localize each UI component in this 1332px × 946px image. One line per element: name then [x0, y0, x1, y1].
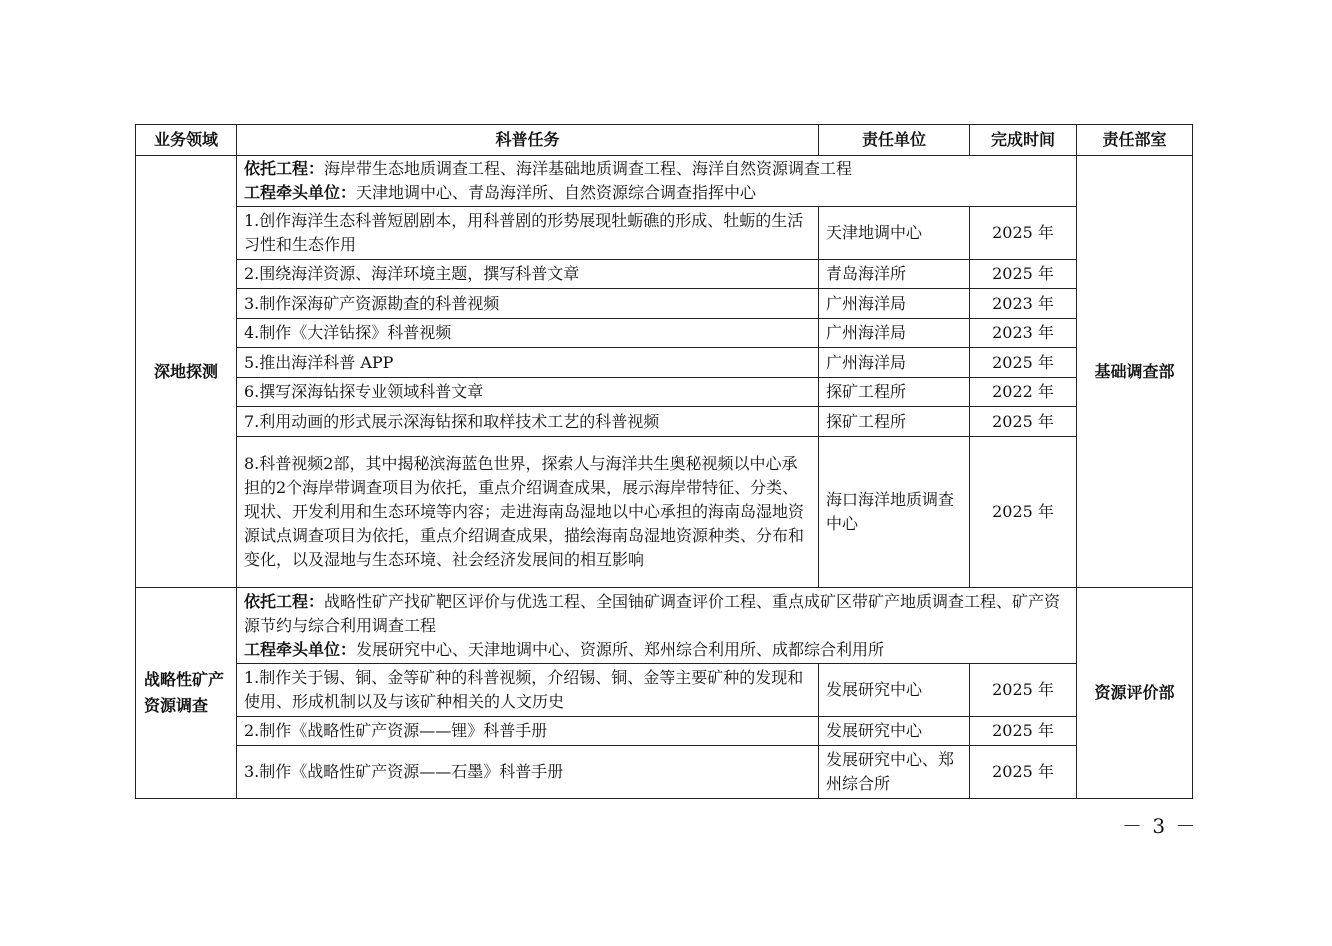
table-row [136, 746, 1193, 799]
task-cell: 5.推出海洋科普 APP [237, 348, 819, 378]
unit-cell: 天津地调中心 [819, 207, 970, 260]
header-time: 完成时间 [970, 125, 1077, 156]
unit-cell: 广州海洋局 [819, 319, 970, 348]
task-cell: 1.制作关于锡、铜、金等矿种的科普视频，介绍锡、铜、金等主要矿种的发现和使用、形成机制以及与该矿种相关的人文历史 [237, 664, 819, 717]
task-cell: 7.利用动画的形式展示深海钻探和取样技术工艺的科普视频 [237, 407, 819, 437]
task-cell: 3.制作深海矿产资源勘查的科普视频 [237, 289, 819, 319]
time-cell: 2023 年 [970, 319, 1077, 348]
section-row [136, 156, 1193, 207]
unit-cell: 海口海洋地质调查中心 [819, 437, 970, 588]
header-dept: 责任部室 [1077, 125, 1193, 156]
table-row [136, 260, 1193, 289]
task-cell: 6.撰写深海钻探专业领域科普文章 [237, 378, 819, 407]
table-row [136, 319, 1193, 348]
unit-cell: 探矿工程所 [819, 378, 970, 407]
lead-label: 工程牵头单位： [244, 183, 357, 202]
table-row [136, 207, 1193, 260]
unit-cell: 青岛海洋所 [819, 260, 970, 289]
task-cell: 1.创作海洋生态科普短剧剧本，用科普剧的形势展现牡蛎礁的形成、牡蛎的生活习性和生态作用 [237, 207, 819, 260]
header-row [136, 125, 1193, 156]
time-cell: 2025 年 [970, 260, 1077, 289]
table-row [136, 348, 1193, 378]
unit-cell: 发展研究中心 [819, 717, 970, 746]
project-label: 依托工程： [244, 159, 325, 178]
unit-cell: 探矿工程所 [819, 407, 970, 437]
table-row [136, 407, 1193, 437]
project-label: 依托工程： [244, 591, 325, 611]
unit-cell: 发展研究中心、郑州综合所 [819, 746, 970, 799]
project-text: 海岸带生态地质调查工程、海洋基础地质调查工程、海洋自然资源调查工程 [324, 159, 853, 178]
area-cell: 深地探测 [136, 156, 237, 588]
time-cell: 2025 年 [970, 348, 1077, 378]
table-row [136, 437, 1193, 588]
project-info [237, 156, 1077, 207]
unit-cell: 广州海洋局 [819, 348, 970, 378]
dept-cell: 资源评价部 [1077, 588, 1193, 799]
page-number: － 3 － [1122, 814, 1198, 838]
table-row [136, 289, 1193, 319]
header-task: 科普任务 [237, 125, 819, 156]
time-cell: 2022 年 [970, 378, 1077, 407]
table-row [136, 378, 1193, 407]
project-info [237, 588, 1077, 664]
time-cell: 2025 年 [970, 717, 1077, 746]
lead-text: 发展研究中心、天津地调中心、资源所、郑州综合利用所、成都综合利用所 [356, 639, 885, 659]
time-cell: 2025 年 [970, 664, 1077, 717]
table-row [136, 664, 1193, 717]
task-cell: 8.科普视频2部，其中揭秘滨海蓝色世界，探索人与海洋共生奥秘视频以中心承担的2个海岸带调查项目为依托，重点介绍调查成果，展示海岸带特征、分类、现状、开发利用和生态环境等内容；走进海南岛湿地以中心承担的海南岛湿地资源试点调查项目为依托，重点介绍调查成果，描绘海南岛湿地资源种类、分布和变化，以及湿地与生态环境、社会经济发展间的相互影响 [237, 437, 819, 588]
task-cell: 2.制作《战略性矿产资源——锂》科普手册 [237, 717, 819, 746]
header-area: 业务领域 [136, 125, 237, 156]
time-cell: 2025 年 [970, 407, 1077, 437]
task-cell: 4.制作《大洋钻探》科普视频 [237, 319, 819, 348]
table-row [136, 717, 1193, 746]
unit-cell: 发展研究中心 [819, 664, 970, 717]
time-cell: 2025 年 [970, 437, 1077, 588]
unit-cell: 广州海洋局 [819, 289, 970, 319]
task-table [135, 124, 1193, 799]
header-unit: 责任单位 [819, 125, 970, 156]
lead-text: 天津地调中心、青岛海洋所、自然资源综合调查指挥中心 [356, 183, 757, 202]
lead-label: 工程牵头单位： [244, 639, 357, 659]
task-cell: 2.围绕海洋资源、海洋环境主题，撰写科普文章 [237, 260, 819, 289]
time-cell: 2025 年 [970, 746, 1077, 799]
dept-cell: 基础调查部 [1077, 156, 1193, 588]
section-row [136, 588, 1193, 664]
task-cell: 3.制作《战略性矿产资源——石墨》科普手册 [237, 746, 819, 799]
time-cell: 2023 年 [970, 289, 1077, 319]
time-cell: 2025 年 [970, 207, 1077, 260]
project-text: 战略性矿产找矿靶区评价与优选工程、全国铀矿调查评价工程、重点成矿区带矿产地质调查工程、矿产资源节约与综合利用调查工程 [244, 591, 1061, 635]
area-cell: 战略性矿产资源调查 [136, 588, 237, 799]
